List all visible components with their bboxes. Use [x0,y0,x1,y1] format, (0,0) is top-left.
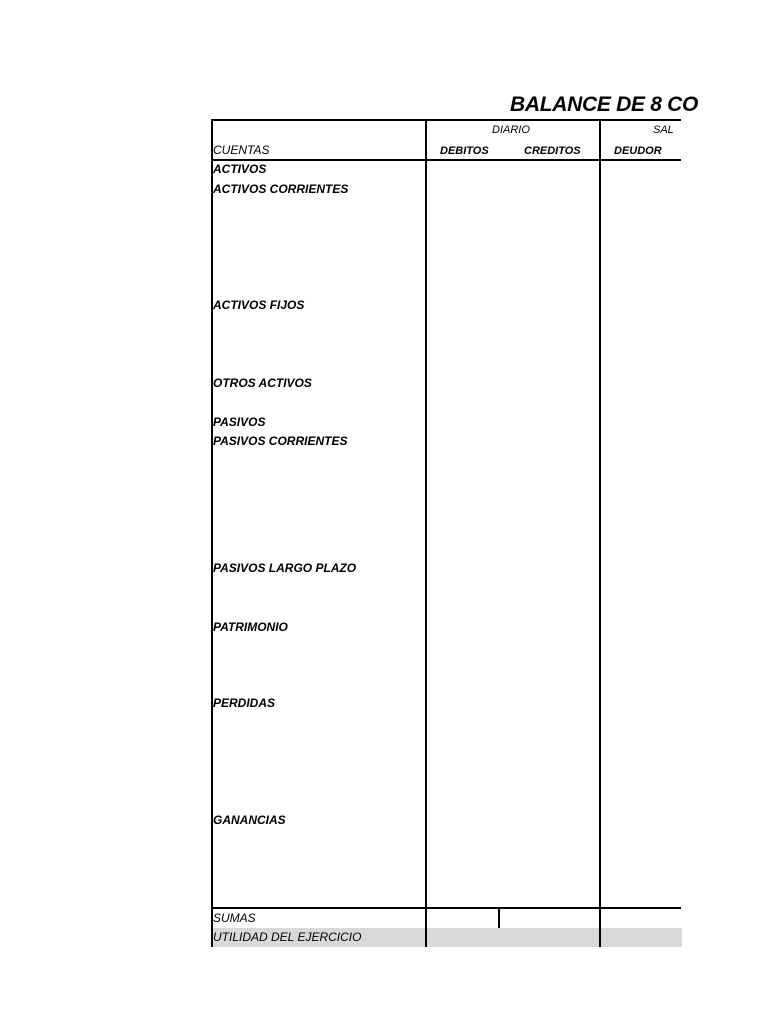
account-pasivos-largo-plazo: PASIVOS LARGO PLAZO [213,561,357,575]
account-patrimonio: PATRIMONIO [213,620,288,634]
row-sumas: SUMAS [213,911,256,925]
account-activos: ACTIVOS [213,162,267,176]
header-bottom-border [211,159,681,161]
header-creditos: CREDITOS [524,145,581,157]
row-utilidad: UTILIDAD DEL EJERCICIO [213,930,362,944]
sheet-title: BALANCE DE 8 CO [510,93,699,116]
account-pasivos-corrientes: PASIVOS CORRIENTES [213,434,348,448]
account-pasivos: PASIVOS [213,415,266,429]
sumas-divider [498,908,500,928]
header-diario: DIARIO [492,124,530,136]
header-saldos: SAL [653,124,674,136]
account-activos-corrientes: ACTIVOS CORRIENTES [213,182,349,196]
account-ganancias: GANANCIAS [213,813,286,827]
cuentas-column-border [425,119,427,947]
body-bottom-border [211,907,681,909]
diario-column-border [599,119,601,947]
header-debitos: DEBITOS [440,145,489,157]
header-deudor: DEUDOR [614,145,662,157]
account-activos-fijos: ACTIVOS FIJOS [213,298,305,312]
table-top-border [211,119,681,121]
account-perdidas: PERDIDAS [213,696,276,710]
account-otros-activos: OTROS ACTIVOS [213,376,312,390]
header-cuentas: CUENTAS [213,143,270,157]
